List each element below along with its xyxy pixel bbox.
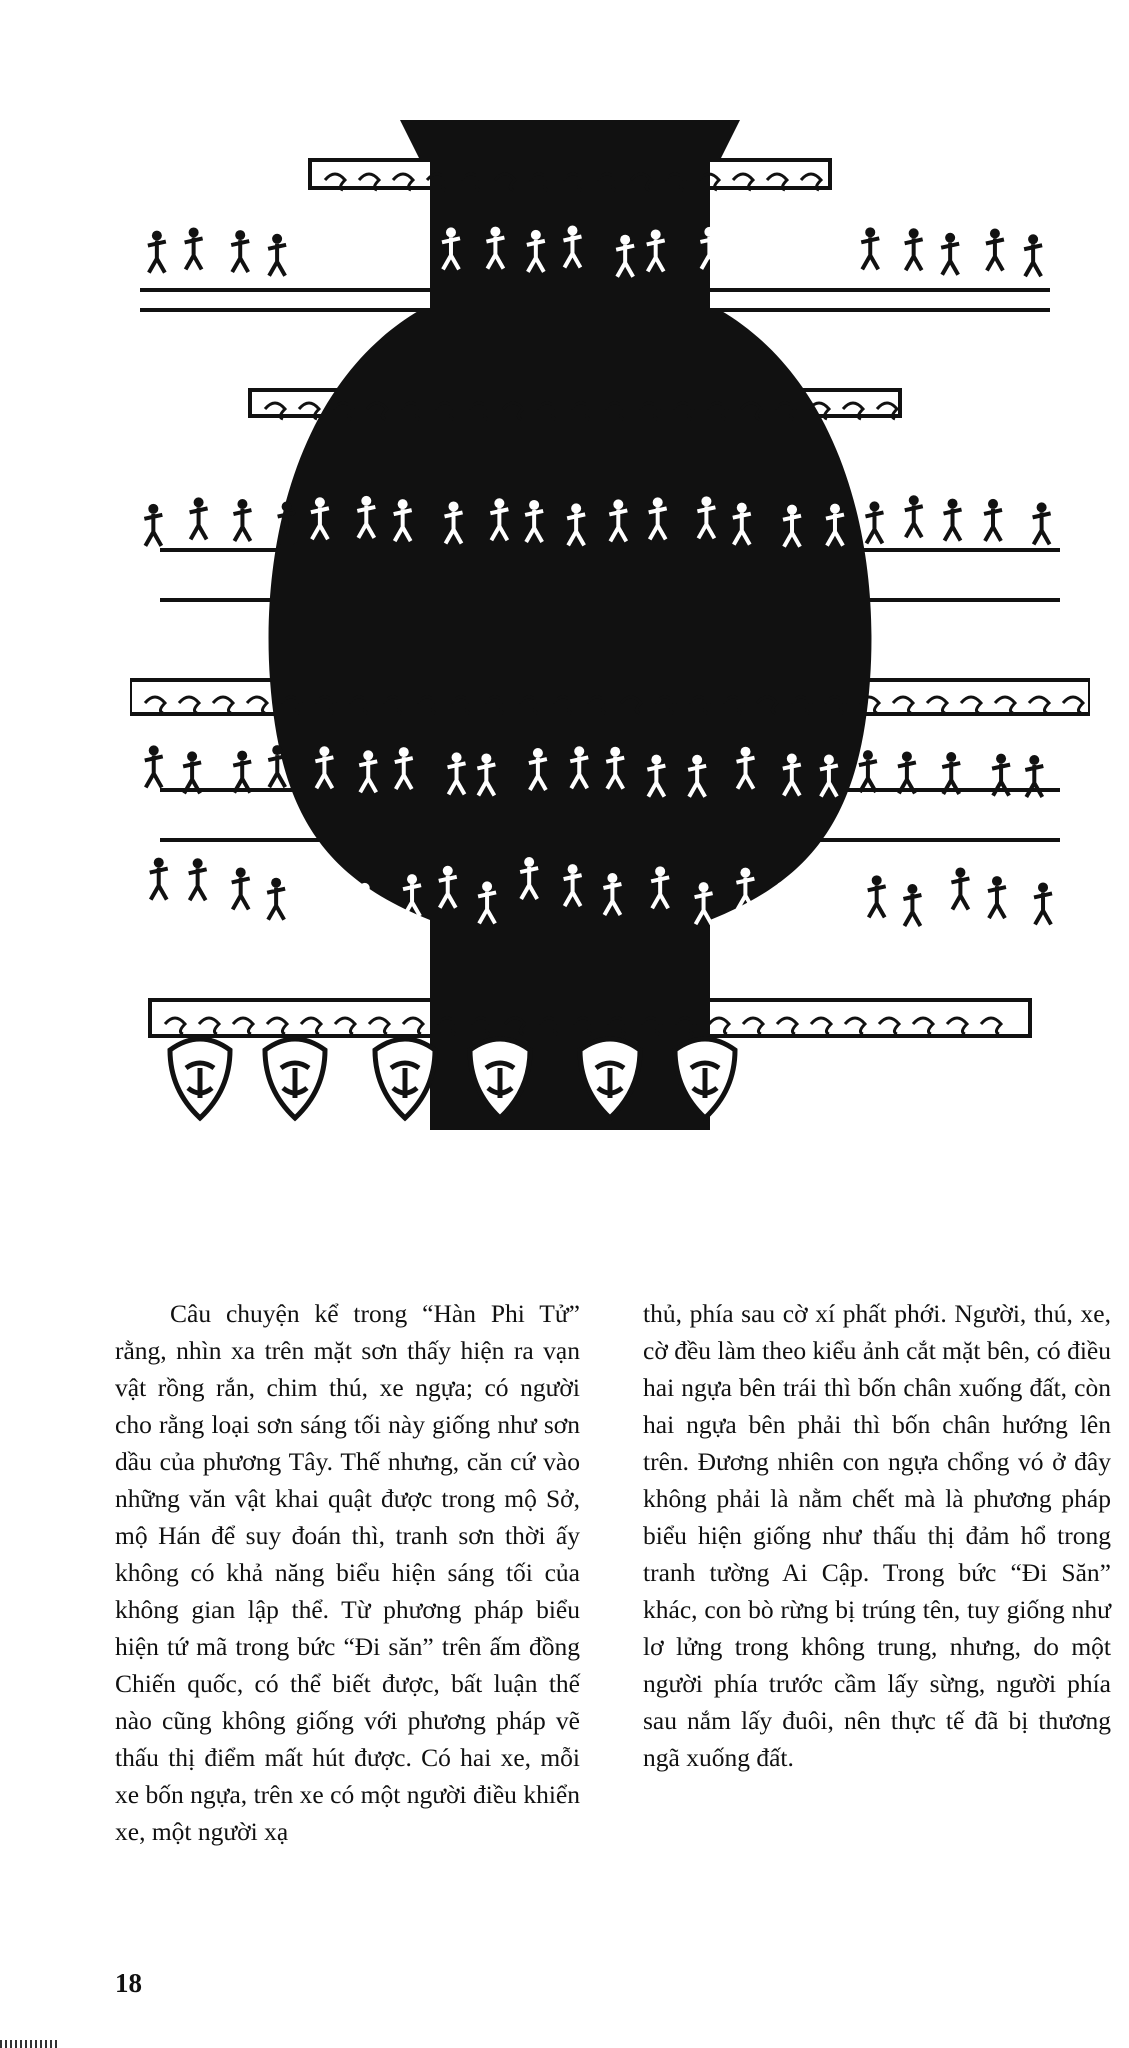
body-text-right-column: thủ, phía sau cờ xí phất phới. Người, thú, xe, cờ đều làm theo kiểu ảnh cắt mặt bên, có điều hai ngựa bên trái thì bốn chân xuống đất, còn hai ngựa bên phải thì bốn chân hướng lên trên. Đương nhiên con ngựa chổng vó ở đây không phải là nằm chết mà là phương pháp biểu hiện giống như thấu thị đảm hổ trong tranh tường Ai Cập. Trong bức “Đi Săn” khác, con bò rừng bị trúng tên, tuy giống như lơ lửng trong không trung, nhưng, do một người phía trước cầm lấy sừng, người phía sau nắm lấy đuôi, nên thực tế đã bị thương ngã xuống đất.	[643, 1299, 1111, 1772]
body-text-left-column: Câu chuyện kể trong “Hàn Phi Tử” rằng, nhìn xa trên mặt sơn thấy hiện ra vạn vật rồng rắn, chim thú, xe ngựa; có người cho rằng loại sơn sáng tối này giống như sơn dầu của phương Tây. Thế nhưng, căn cứ vào những văn vật khai quật được trong mộ Sở, mộ Hán để suy đoán thì, tranh sơn thời ấy không có khả năng biểu hiện sáng tối của không gian lập thể. Từ phương pháp biểu hiện tứ mã trong bức “Đi săn” trên ấm đồng Chiến quốc, có thể biết được, bất luận thế nào cũng không giống với phương pháp vẽ thấu thị điểm mất hút được. Có hai xe, mỗi xe bốn ngựa, trên xe có một người điều khiển xe, một người xạ	[115, 1299, 580, 1846]
bronze-vessel-illustration	[130, 120, 1090, 1130]
bronze-vessel-hunting-scene-icon	[130, 120, 1090, 1130]
page-number: 18	[115, 1968, 142, 1998]
scan-edge-mark	[0, 2040, 60, 2048]
